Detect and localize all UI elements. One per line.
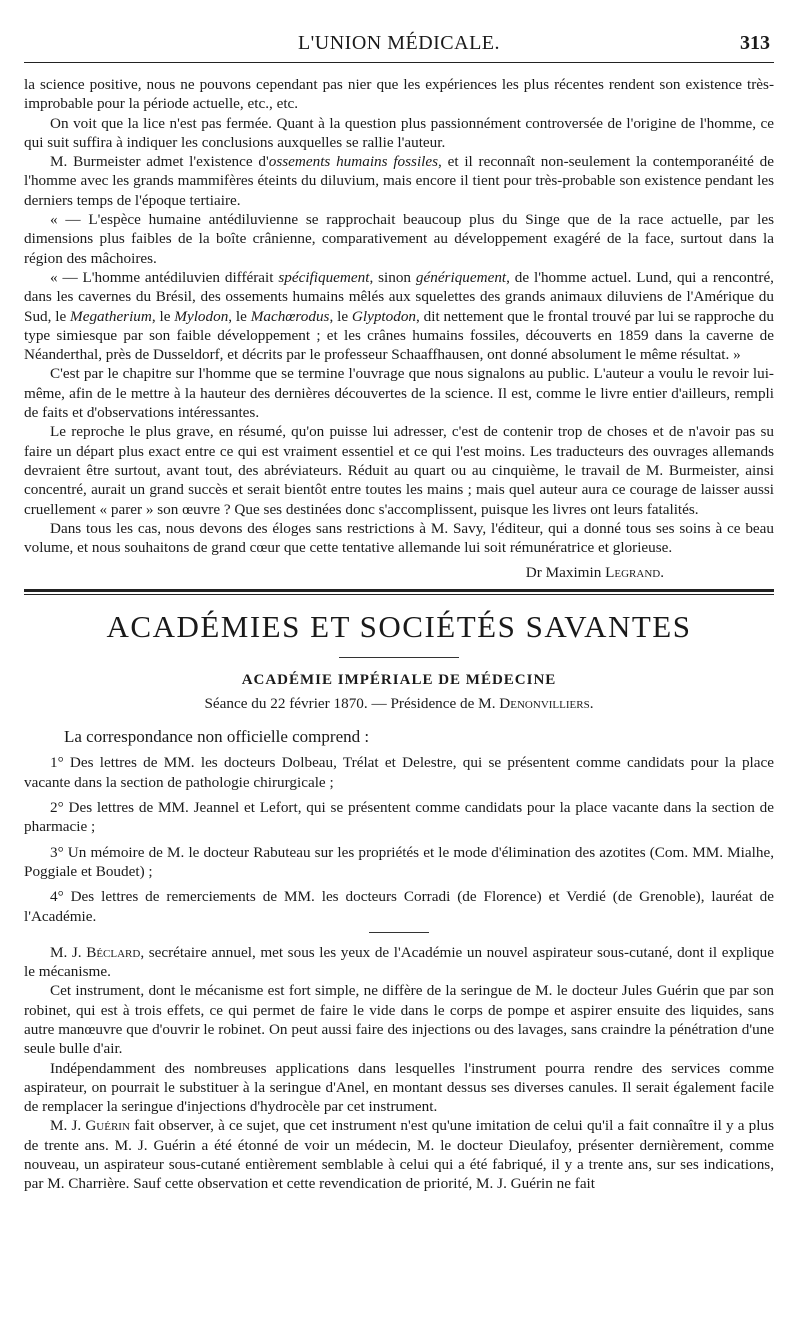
review-paragraph-5: [24, 268, 774, 364]
speaker-name: Béclard: [86, 943, 141, 961]
text-run: , secrétaire annuel, met sous les yeux de l'Académie un nouvel aspirateur sous-cutané, dont il explique le mécanisme.: [24, 943, 774, 981]
correspondence-item-1: 1° Des lettres de MM. les docteurs Dolbeau, Trélat et Delestre, qui se présentent comme candidats pour la place vacante dans la section de pathologie chirurgicale ;: [24, 754, 774, 791]
italic-run: Mylodon: [174, 307, 229, 325]
page-header: [24, 28, 774, 63]
text-run: « — L'homme antédiluvien différait: [50, 268, 279, 286]
academy-paragraph-3: Indépendamment des nombreuses applications dans lesquelles l'instrument pourra rendre des services comme aspirateur, on pourrait le substituer à la seringue d'Anel, en montant dessus ses diverses canules. Il serait également facile de remplacer la seringue d'injections d'hydrocèle par cet instrument.: [24, 1059, 774, 1116]
subsection-title: ACADÉMIE IMPÉRIALE DE MÉDECINE: [241, 672, 557, 689]
session-text: Séance du 22 février 1870. — Présidence de M.: [204, 695, 500, 713]
review-signature: [24, 563, 774, 583]
review-paragraph-7: Le reproche le plus grave, en résumé, qu'on puisse lui adresser, c'est de contenir trop de choses et de n'avoir pas su faire un départ plus exact entre ce qui est vraiment essentiel et ce qui l'est moins. Les traducteurs des ouvrages allemands devraient être surtout, avant tout, des abréviateurs. Réduit au quart ou au cinquième, le travail de M. Burmeister, ainsi concentré, aurait un grand succès et serait bientôt entre toutes les mains ; mais quel auteur aura ce courage de laisser aussi cruellement « parer » son œuvre ? Que ses destinées donc s'accomplissent, puisque les livres ont leurs fatalités.: [24, 423, 774, 518]
italic-run: spécifiquement: [278, 268, 370, 286]
speaker-name: Guérin: [85, 1117, 130, 1135]
session-line: [24, 695, 774, 713]
text-run: , le: [151, 307, 175, 325]
signature-name: Legrand.: [605, 564, 664, 582]
page-number: 313: [740, 32, 770, 54]
correspondence-item-3: 3° Un mémoire de M. le docteur Rabuteau sur les propriétés et le mode d'élimination des azotites (Com. MM. Mialhe, Poggiale et Boudet) ;: [24, 843, 774, 880]
review-paragraph-3: [24, 152, 774, 210]
review-paragraph-4: « — L'espèce humaine antédiluvienne se rapprochait beaucoup plus du Singe que de la race actuelle, par les dimensions plus faibles de la boîte crânienne, comparativement au développement exagéré de la face, surtout dans la région des mâchoires.: [24, 211, 774, 267]
text-run: , dit nettement que le frontal trouvé par lui se rapproche du type simiesque par son faible développement ; et les crânes humains fossiles, découverts en 1859 dans la caverne de Néanderthal, près de Dusseldorf, et décrits par le professeur Schaaffhausen, ont donné absolument le même résultat. »: [24, 307, 774, 364]
correspondence-intro: La correspondance non officielle comprend :: [64, 727, 370, 747]
italic-run: génériquement: [415, 268, 507, 286]
review-paragraph-8: Dans tous les cas, nous devons des éloges sans restrictions à M. Savy, l'éditeur, qui a donné tous ses soins à ce beau volume, et nous souhaitons de grand cœur que cette tentative allemande lui soit rémunératrice et glorieuse.: [24, 519, 774, 557]
academies-section: [24, 609, 774, 1193]
italic-run: Machœrodus: [250, 307, 330, 325]
academy-paragraph-1: [24, 943, 774, 982]
italic-run: Megatherium: [70, 307, 152, 325]
review-paragraph-6: C'est par le chapitre sur l'homme que se termine l'ouvrage que nous signalons au public. L'auteur a voulu le revoir lui-même, afin de le mettre à la hauteur des dernières découvertes de la science. Il est, comme le livre entier d'ailleurs, rempli de faits et d'observations intéressantes.: [24, 365, 774, 422]
academy-paragraph-2: Cet instrument, dont le mécanisme est fort simple, ne diffère de la seringue de M. le docteur Jules Guérin que par son robinet, qui est à trois effets, ce qui permet de faire le vide dans le corps de pompe et aspirer ensuite des liquides, sans autre manœuvre que d'ouvrir le robinet. On peut aussi faire des injections ou des lavages, sans craindre la pénétration d'une seule bulle d'air.: [24, 982, 774, 1058]
academy-paragraph-4: [24, 1116, 774, 1193]
title-rule: [339, 657, 459, 658]
signature-prefix: Dr Maximin: [525, 564, 606, 582]
text-run: M. Burmeister admet l'existence d': [50, 153, 269, 171]
text-run: fait observer, à ce sujet, que cet instrument n'est qu'une imitation de celui qu'il a fait connaître il y a plus de trente ans. M. J. Guérin a été étonné de voir un médecin, M. le docteur Dieulafoy, présenter dernièrement, comme nouveau, un aspirateur sous-cutané entièrement semblable à celui qui a été fabriqué, il y a trente ans, sur ses indications, par M. Charrière. Sauf cette observation et cette revendication de priorité, M. J. Guérin ne fait: [24, 1117, 775, 1193]
text-run: , et il reconnaît non-seulement la contemporanéité de l'homme avec les grands mammifères éteints du diluvium, mais encore il tient pour très-probable son existence pendant les derniers temps de l'époque tertiaire.: [24, 153, 774, 209]
short-divider: [369, 932, 429, 933]
running-title: L'UNION MÉDICALE.: [297, 32, 501, 54]
text-run: , le: [329, 307, 352, 325]
text-run: , le: [228, 307, 251, 325]
text-run: M. J.: [50, 1117, 86, 1135]
correspondence-item-4: 4° Des lettres de remerciements de MM. les docteurs Corradi (de Florence) et Verdié (de Grenoble), lauréat de l'Académie.: [24, 888, 774, 925]
italic-run: Glyptodon: [351, 307, 417, 325]
text-run: , sinon: [369, 268, 416, 286]
text-run: M. J.: [50, 943, 87, 961]
session-president: Denonvilliers.: [499, 695, 594, 713]
book-review: [24, 75, 774, 583]
review-paragraph-1: la science positive, nous ne pouvons cependant pas nier que les expériences les plus récentes rendent son existence très-improbable pour la période actuelle, etc., etc.: [24, 76, 774, 113]
italic-run: ossements humains fossiles: [268, 153, 439, 171]
correspondence-item-2: 2° Des lettres de MM. Jeannel et Lefort, qui se présentent comme candidats pour la place vacante dans la section de pharmacie ;: [24, 799, 774, 836]
section-title: ACADÉMIES ET SOCIÉTÉS SAVANTES: [106, 609, 692, 645]
section-divider: [24, 589, 774, 595]
review-paragraph-2: On voit que la lice n'est pas fermée. Quant à la question plus passionnément controversée de l'origine de l'homme, ce qui suit suffira à indiquer les conclusions auxquelles se rallie l'auteur.: [24, 114, 774, 151]
text-run: , de l'homme actuel. Lund, qui a rencontré, dans les cavernes du Brésil, des ossements humains mêlés aux squelettes des grands animaux diluviens de l'Amérique du Sud, le: [24, 268, 774, 325]
